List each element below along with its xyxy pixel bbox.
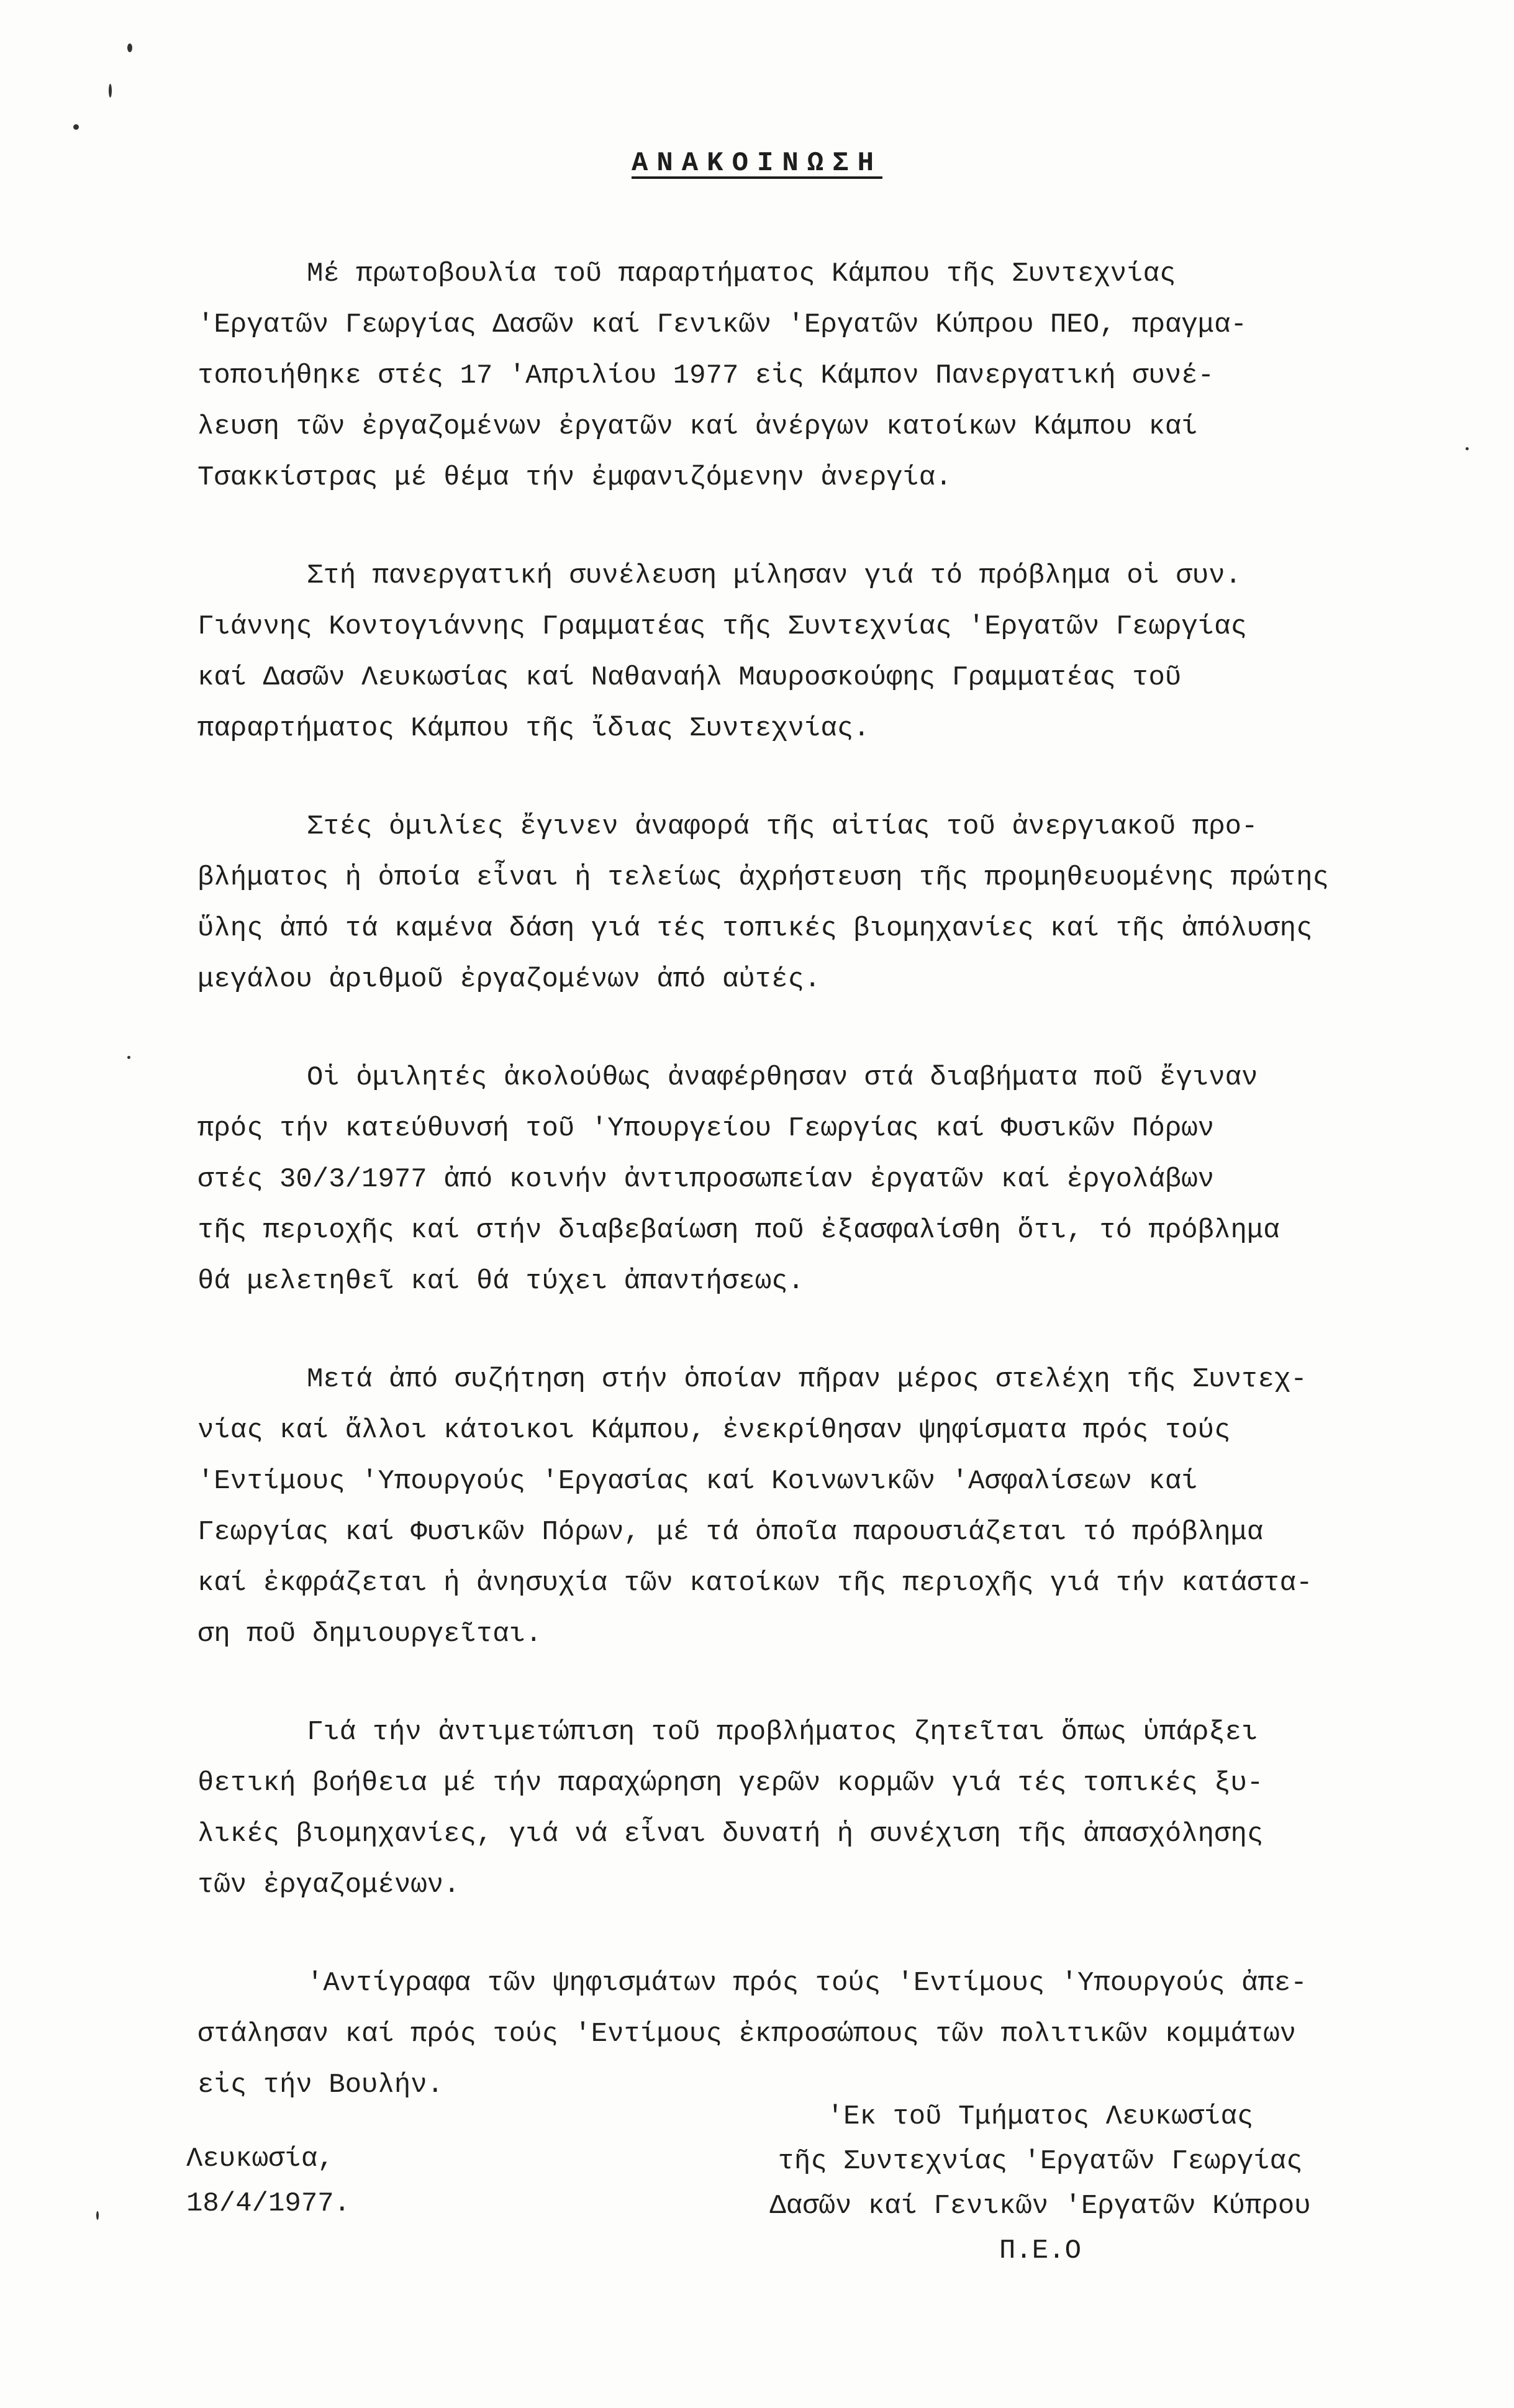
text-line: Οἱ ὁμιλητές ἀκολούθως ἀναφέρθησαν στά διαβήματα ποῦ ἔγιναν xyxy=(307,1062,1258,1093)
text-line: Στή πανεργατική συνέλευση μίλησαν γιά τό πρόβλημα οἱ συν. xyxy=(307,560,1242,591)
text-line: νίας καί ἄλλοι κάτοικοι Κάμπου, ἐνεκρίθησαν ψηφίσματα πρός τούς xyxy=(197,1415,1231,1446)
signature-line: Π.Ε.Ο xyxy=(999,2235,1082,2266)
text-line: εἰς τήν Βουλήν. xyxy=(197,2070,444,2101)
document-body xyxy=(197,248,1471,2158)
signature-line: 'Εκ τοῦ Τμήματος Λευκωσίας xyxy=(827,2101,1254,2132)
document-title: ΑΝΑΚΟΙΝΩΣΗ xyxy=(631,148,883,179)
text-line: στές 30/3/1977 ἀπό κοινήν ἀντιπροσωπείαν ἐργατῶν καί ἐργολάβων xyxy=(197,1164,1215,1195)
text-line: 'Εργατῶν Γεωργίας Δασῶν καί Γενικῶν 'Εργατῶν Κύπρου ΠΕΟ, πραγμα- xyxy=(197,309,1247,340)
signature-line: τῆς Συντεχνίας 'Εργατῶν Γεωργίας xyxy=(777,2146,1303,2177)
scan-speck xyxy=(73,124,79,130)
text-line: τῶν ἐργαζομένων. xyxy=(197,1870,460,1901)
paragraph-2 xyxy=(197,550,1471,754)
text-line: καί ἐκφράζεται ἡ ἀνησυχία τῶν κατοίκων τῆς περιοχῆς γιά τήν κατάστα- xyxy=(197,1568,1313,1599)
paragraph-7 xyxy=(197,1958,1471,2110)
paragraph-4 xyxy=(197,1052,1471,1307)
text-line: πρός τήν κατεύθυνσή τοῦ 'Υπουργείου Γεωργίας καί Φυσικῶν Πόρων xyxy=(197,1113,1215,1144)
text-line: βλήματος ἡ ὁποία εἶναι ἡ τελείως ἀχρήστευση τῆς προμηθευομένης πρώτης xyxy=(197,862,1329,893)
scan-speck xyxy=(96,2211,99,2220)
text-line: τοποιήθηκε στές 17 'Απριλίου 1977 εἰς Κάμπον Πανεργατική συνέ- xyxy=(197,360,1215,391)
paragraph-5 xyxy=(197,1354,1471,1660)
scan-speck xyxy=(109,84,112,98)
text-line: Στές ὁμιλίες ἔγινεν ἀναφορά τῆς αἰτίας τοῦ ἀνεργιακοῦ προ- xyxy=(307,811,1258,842)
text-line: παραρτήματος Κάμπου τῆς ἴδιας Συντεχνίας. xyxy=(197,713,870,744)
place: Λευκωσία, xyxy=(186,2143,334,2174)
text-line: 'Αντίγραφα τῶν ψηφισμάτων πρός τούς 'Εντίμους 'Υπουργούς ἀπε- xyxy=(307,1968,1307,1999)
signature-line: Δασῶν καί Γενικῶν 'Εργατῶν Κύπρου xyxy=(769,2191,1311,2222)
text-line: Γεωργίας καί Φυσικῶν Πόρων, μέ τά ὁποῖα παρουσιάζεται τό πρόβλημα xyxy=(197,1517,1264,1548)
paragraph-3 xyxy=(197,801,1471,1005)
text-line: ση ποῦ δημιουργεῖται. xyxy=(197,1619,542,1650)
date: 18/4/1977. xyxy=(186,2188,351,2219)
text-line: Γιά τήν ἀντιμετώπιση τοῦ προβλήματος ζητεῖται ὅπως ὑπάρξει xyxy=(307,1717,1258,1748)
scan-speck xyxy=(127,1056,130,1059)
paragraph-1 xyxy=(197,248,1471,503)
scan-speck xyxy=(127,43,132,52)
text-line: στάλησαν καί πρός τούς 'Εντίμους ἐκπροσώπους τῶν πολιτικῶν κομμάτων xyxy=(197,2019,1297,2050)
text-line: μεγάλου ἀριθμοῦ ἐργαζομένων ἀπό αὐτές. xyxy=(197,964,821,995)
scan-speck xyxy=(1466,447,1469,450)
text-line: τῆς περιοχῆς καί στήν διαβεβαίωση ποῦ ἐξασφαλίσθη ὅτι, τό πρόβλημα xyxy=(197,1215,1280,1246)
text-line: ὕλης ἀπό τά καμένα δάση γιά τές τοπικές βιομηχανίες καί τῆς ἀπόλυσης xyxy=(197,913,1313,944)
place-and-date xyxy=(186,2137,350,2226)
signature-block xyxy=(730,2094,1351,2273)
text-line: καί Δασῶν Λευκωσίας καί Ναθαναήλ Μαυροσκούφης Γραμματέας τοῦ xyxy=(197,662,1182,693)
text-line: θετική βοήθεια μέ τήν παραχώρηση γερῶν κορμῶν γιά τές τοπικές ξυ- xyxy=(197,1768,1264,1799)
text-line: 'Εντίμους 'Υπουργούς 'Εργασίας καί Κοινωνικῶν 'Ασφαλίσεων καί xyxy=(197,1466,1198,1497)
text-line: λικές βιομηχανίες, γιά νά εἶναι δυνατή ἡ συνέχιση τῆς ἀπασχόλησης xyxy=(197,1819,1264,1850)
text-line: θά μελετηθεῖ καί θά τύχει ἀπαντήσεως. xyxy=(197,1266,804,1297)
text-line: Γιάννης Κοντογιάννης Γραμματέας τῆς Συντεχνίας 'Εργατῶν Γεωργίας xyxy=(197,611,1247,642)
text-line: Μετά ἀπό συζήτηση στήν ὁποίαν πῆραν μέρος στελέχη τῆς Συντεχ- xyxy=(307,1364,1307,1395)
text-line: λευση τῶν ἐργαζομένων ἐργατῶν καί ἀνέργων κατοίκων Κάμπου καί xyxy=(197,411,1198,442)
text-line: Τσακκίστρας μέ θέμα τήν ἐμφανιζόμενην ἀνεργία. xyxy=(197,462,952,493)
text-line: Μέ πρωτοβουλία τοῦ παραρτήματος Κάμπου τῆς Συντεχνίας xyxy=(307,258,1176,289)
paragraph-6 xyxy=(197,1707,1471,1910)
